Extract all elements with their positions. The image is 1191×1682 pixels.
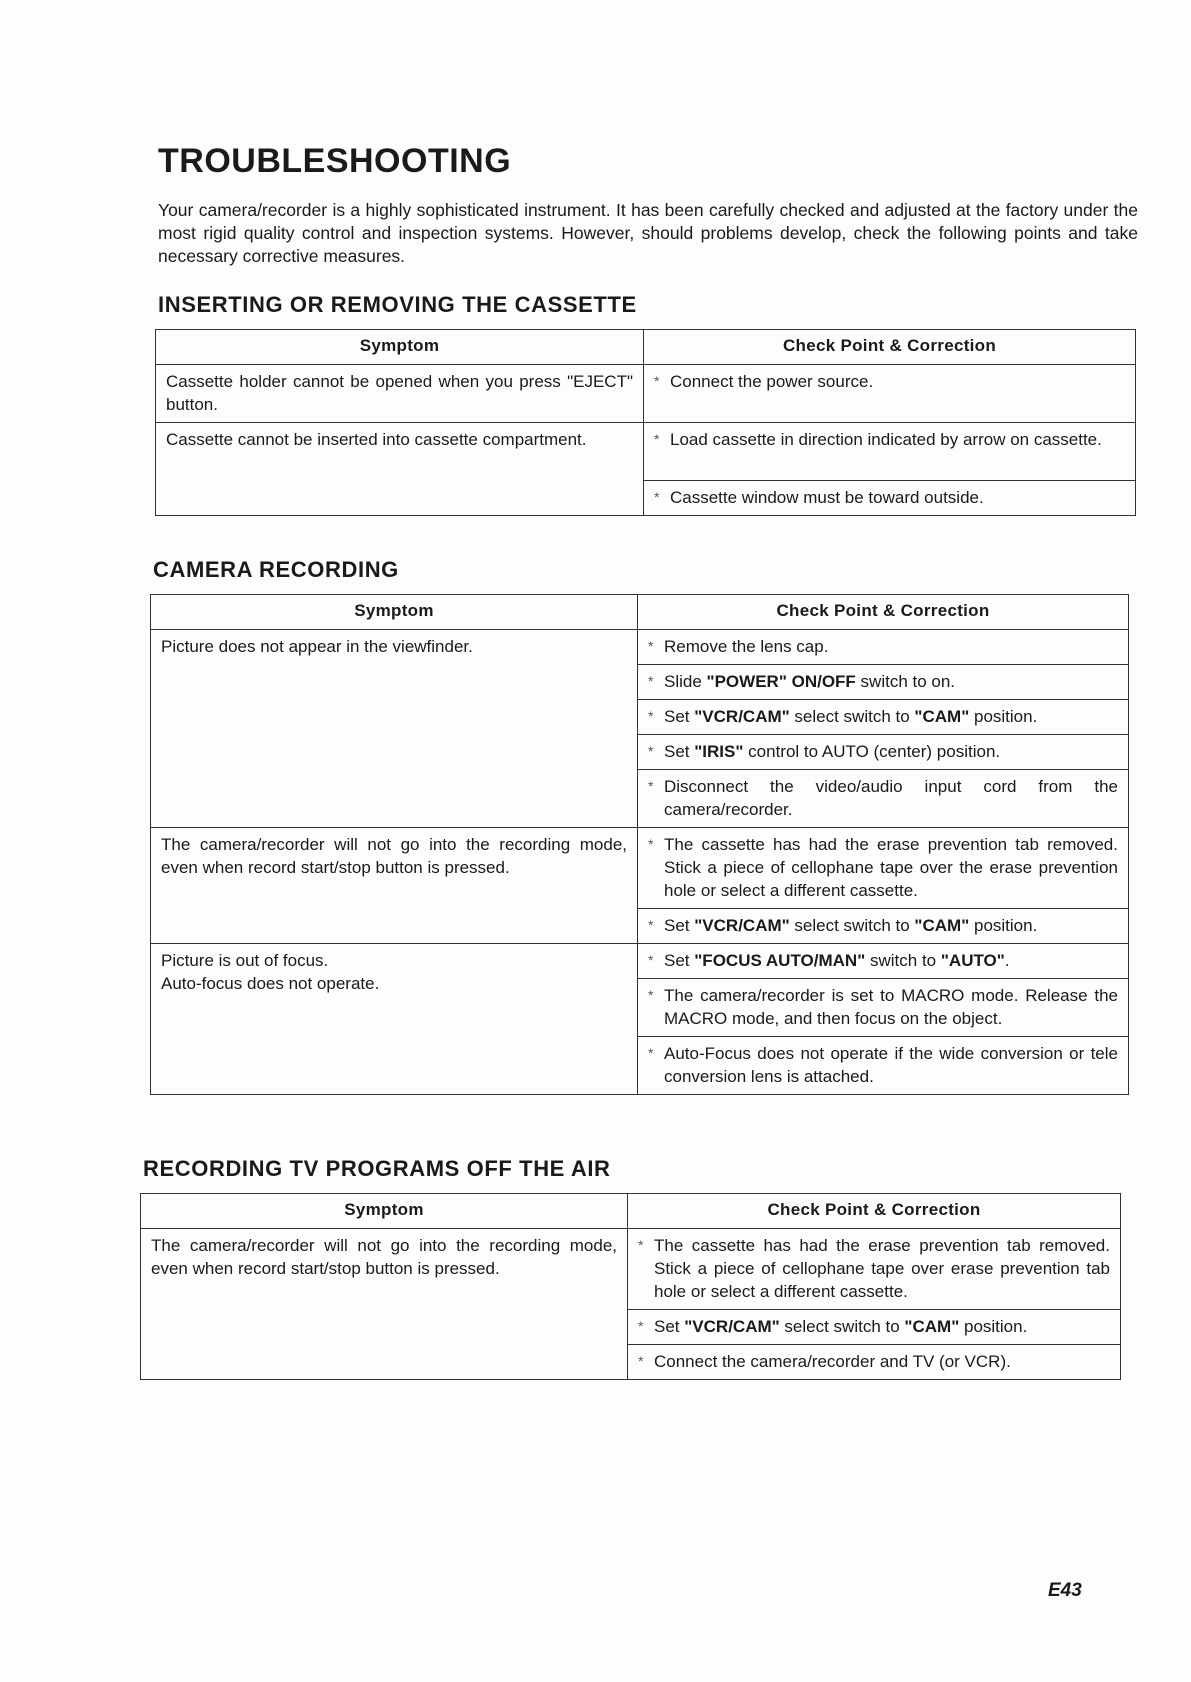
table-camera-recording bbox=[150, 594, 1129, 1095]
bullet-star: * bbox=[638, 1237, 644, 1253]
correction-cell: * Cassette window must be toward outside. bbox=[644, 481, 1136, 516]
header-check-point: Check Point & Correction bbox=[638, 595, 1129, 630]
table-header-row bbox=[156, 330, 1136, 365]
bullet-star: * bbox=[648, 987, 654, 1003]
bullet-star: * bbox=[648, 952, 654, 968]
section-title-camera-recording: CAMERA RECORDING bbox=[153, 557, 399, 582]
correction-cell: * The cassette has had the erase prevention tab removed. Stick a piece of cellophane tape over the erase prevention hole or select a different cassette. bbox=[638, 828, 1129, 909]
bullet-star: * bbox=[638, 1318, 644, 1334]
symptom-cell: Cassette cannot be inserted into cassette compartment. bbox=[156, 423, 644, 516]
symptom-cell: The camera/recorder will not go into the recording mode, even when record start/stop button is pressed. bbox=[151, 828, 638, 944]
table-row bbox=[156, 423, 1136, 481]
correction-cell: * Disconnect the video/audio input cord from the camera/recorder. bbox=[638, 770, 1129, 828]
correction-cell: * Auto-Focus does not operate if the wide conversion or tele conversion lens is attached. bbox=[638, 1037, 1129, 1095]
bullet-star: * bbox=[648, 743, 654, 759]
table-header-row bbox=[141, 1194, 1121, 1229]
header-check-point: Check Point & Correction bbox=[644, 330, 1136, 365]
section-title-tv-programs: RECORDING TV PROGRAMS OFF THE AIR bbox=[143, 1156, 611, 1181]
header-symptom: Symptom bbox=[151, 595, 638, 630]
table-row bbox=[151, 630, 1129, 665]
bullet-star: * bbox=[654, 431, 660, 447]
table-cassette bbox=[155, 329, 1136, 516]
bullet-star: * bbox=[648, 673, 654, 689]
bullet-star: * bbox=[638, 1353, 644, 1369]
correction-cell: * Set "IRIS" control to AUTO (center) position. bbox=[638, 735, 1129, 770]
correction-cell: * Set "VCR/CAM" select switch to "CAM" position. bbox=[628, 1310, 1121, 1345]
section-title-cassette: INSERTING OR REMOVING THE CASSETTE bbox=[158, 292, 637, 317]
symptom-cell: Picture is out of focus. Auto-focus does not operate. bbox=[151, 944, 638, 1095]
correction-cell: * Remove the lens cap. bbox=[638, 630, 1129, 665]
table-row bbox=[151, 828, 1129, 909]
correction-cell: * Connect the power source. bbox=[644, 365, 1136, 423]
intro-paragraph: Your camera/recorder is a highly sophisticated instrument. It has been carefully checked and adjusted at the factory under the most rigid quality control and inspection systems. However, should problems develop, check the following points and take necessary corrective measures. bbox=[158, 200, 1138, 266]
correction-cell: * The cassette has had the erase prevention tab removed. Stick a piece of cellophane tape over erase prevention tab hole or select a different cassette. bbox=[628, 1229, 1121, 1310]
correction-cell: * The camera/recorder is set to MACRO mode. Release the MACRO mode, and then focus on the object. bbox=[638, 979, 1129, 1037]
table-row bbox=[156, 365, 1136, 423]
symptom-cell: Cassette holder cannot be opened when you press "EJECT" button. bbox=[156, 365, 644, 423]
bullet-star: * bbox=[648, 638, 654, 654]
bullet-star: * bbox=[648, 1045, 654, 1061]
bullet-star: * bbox=[648, 778, 654, 794]
correction-cell: * Set "FOCUS AUTO/MAN" switch to "AUTO". bbox=[638, 944, 1129, 979]
correction-cell: * Set "VCR/CAM" select switch to "CAM" position. bbox=[638, 700, 1129, 735]
correction-cell: * Load cassette in direction indicated by arrow on cassette. bbox=[644, 423, 1136, 481]
correction-cell: * Slide "POWER" ON/OFF switch to on. bbox=[638, 665, 1129, 700]
page-title: TROUBLESHOOTING bbox=[158, 142, 512, 180]
header-symptom: Symptom bbox=[141, 1194, 628, 1229]
correction-cell: * Set "VCR/CAM" select switch to "CAM" position. bbox=[638, 909, 1129, 944]
header-symptom: Symptom bbox=[156, 330, 644, 365]
correction-cell: * Connect the camera/recorder and TV (or VCR). bbox=[628, 1345, 1121, 1380]
header-check-point: Check Point & Correction bbox=[628, 1194, 1121, 1229]
bullet-star: * bbox=[654, 373, 660, 389]
bullet-star: * bbox=[648, 708, 654, 724]
page-number: E43 bbox=[1048, 1580, 1082, 1601]
bullet-star: * bbox=[654, 489, 660, 505]
table-row bbox=[141, 1229, 1121, 1310]
bullet-star: * bbox=[648, 836, 654, 852]
symptom-cell: Picture does not appear in the viewfinder. bbox=[151, 630, 638, 828]
bullet-star: * bbox=[648, 917, 654, 933]
table-header-row bbox=[151, 595, 1129, 630]
symptom-cell: The camera/recorder will not go into the recording mode, even when record start/stop button is pressed. bbox=[141, 1229, 628, 1380]
table-tv-programs bbox=[140, 1193, 1121, 1380]
table-row bbox=[151, 944, 1129, 979]
